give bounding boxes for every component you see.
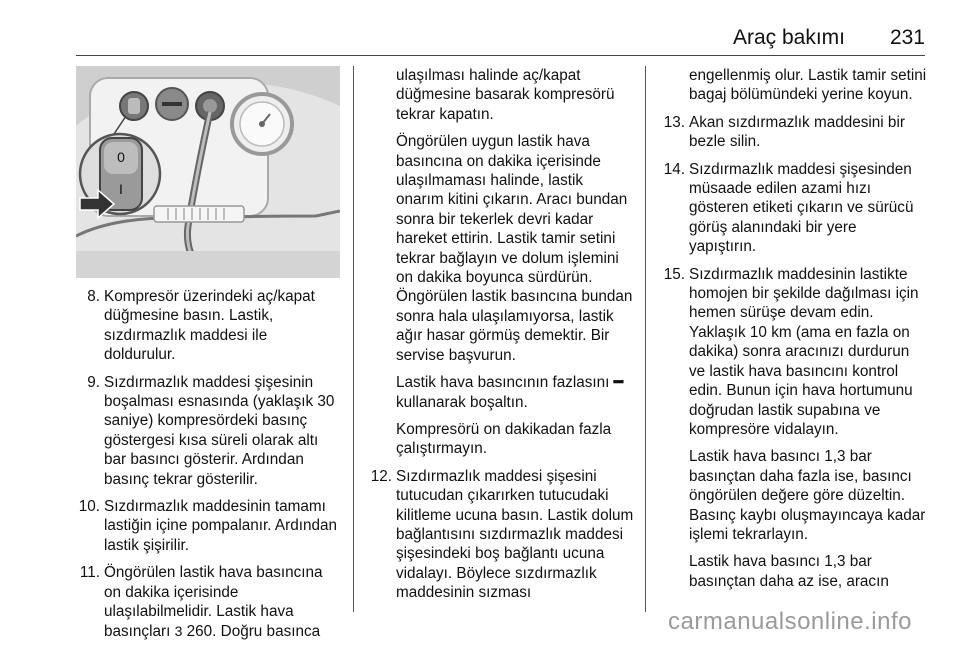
step-number: 12. — [370, 467, 392, 485]
column-middle — [368, 66, 634, 611]
watermark: carmanualsonline.info — [668, 608, 912, 635]
step-text: Sızdırmazlık maddesi şişesinden müsaade edilen azami hızı gösteren etiketi çıkarın ve sürücü görüş alanındaki bir yere yapıştırın. — [689, 160, 914, 256]
minus-button-icon: ━ — [613, 374, 623, 392]
section-title: Araç bakımı — [732, 26, 845, 49]
step-number: 15. — [663, 265, 685, 283]
paragraph: Lastik hava basıncı 1,3 bar basınçtan daha fazla ise, basıncı öngörülen değere göre düzeltin. Basınç kaybı oluşmayıncaya kadar işlemi tekrarlayın. — [689, 448, 926, 543]
paragraph: ulaşılması halinde aç/kapat düğmesine basarak kompresörü tekrar kapatın. — [396, 67, 615, 123]
compressor-drawing — [76, 66, 340, 278]
step-text: Sızdırmazlık maddesinin lastikte homojen bir şekilde dağılması için hemen sürüşe devam edin. Yaklaşık 10 km (ama en fazla on dakika) sonra aracınızı durdurun ve lastik hava basıncını kontrol edin. Bunun için hava hortumunu doğrudan lastik supabına ve kompresöre vidalayın. — [689, 265, 919, 438]
step-item — [76, 373, 342, 489]
switch-off-label: 0 — [117, 149, 125, 165]
paragraph — [368, 373, 634, 412]
step-number: 14. — [663, 160, 685, 178]
step-text: Sızdırmazlık maddesi şişesinin boşalması esnasında (yaklaşık 30 saniye) kompresördeki basınç göstergesi kısa süreli olarak altı bar basıncı gösterir. Ardından basınç tekrar gösterilir. — [104, 373, 335, 488]
step-text-part: 260. Doğru basınca — [186, 622, 321, 640]
step-number: 9. — [87, 373, 100, 391]
paragraph: engellenmiş olur. Lastik tamir setini bagaj bölümündeki yerine koyun. — [689, 67, 927, 104]
step-text: Sızdırmazlık maddesinin tamamı lastiğin içine pompalanır. Ardından lastik şişirilir. — [104, 498, 338, 554]
column-divider — [645, 66, 646, 612]
step-text: Kompresör üzerindeki aç/kapat düğmesine basın. Lastik, sızdırmazlık maddesi ile doldurulur. — [104, 288, 315, 364]
header-rule — [76, 55, 925, 56]
column-right — [661, 66, 927, 599]
paragraph-part: Lastik hava basıncının fazlasını — [396, 374, 610, 392]
page-number: 231 — [889, 26, 925, 49]
step-text — [104, 563, 342, 641]
paragraph-part: kullanarak boşaltın. — [396, 393, 528, 411]
step-item — [368, 467, 634, 603]
step-text-part: Öngörülen lastik hava basıncına on dakika içerisinde ulaşılabilmelidir. Lastik hava basınçları — [104, 564, 323, 640]
step-item — [661, 160, 927, 257]
step-number: 13. — [663, 113, 685, 131]
paragraph: Lastik hava basıncı 1,3 bar basınçtan daha az ise, aracın — [689, 553, 889, 590]
column-divider — [353, 66, 354, 612]
step-item — [661, 113, 927, 152]
step-number: 8. — [87, 288, 100, 305]
step-number: 11. — [79, 564, 100, 582]
step-item — [76, 563, 342, 641]
step-text: Sızdırmazlık maddesi şişesini tutucudan çıkarırken tutucudaki kilitleme ucuna basın. Lastik dolum bağlantısını sızdırmazlık maddesi şişesindeki boş bağlantı ucuna vidalayı. Böylece sızdırmazlık maddesinin sızması — [396, 467, 634, 602]
switch-on-label: I — [119, 181, 123, 197]
step-item — [76, 287, 342, 365]
step-number: 10. — [78, 498, 100, 516]
compressor-illustration — [76, 66, 340, 278]
step-item — [661, 265, 927, 440]
paragraph: Öngörülen uygun lastik hava basıncına on dakika içerisinde ulaşılmaması halinde, lastik onarım kitini çıkarın. Aracı bundan sonra bir tekerlek devri kadar hareket ettirin. Lastik tamir setini tekrar bağlayın ve dolum işlemini on dakika boyunca sürdürün. Öngörülen lastik basıncına bundan sonra hala ulaşılamıyorsa, lastik ağır hasar görmüş demektir. Bir servise başvurun. — [396, 133, 633, 364]
column-left — [76, 287, 342, 649]
step-item — [76, 497, 342, 555]
page-header — [0, 0, 960, 62]
paragraph: Kompresörü on dakikadan fazla çalıştırmayın. — [396, 420, 612, 458]
page-reference-icon[interactable]: 3 — [174, 622, 183, 639]
step-text: Akan sızdırmazlık maddesini bir bezle silin. — [689, 113, 905, 151]
